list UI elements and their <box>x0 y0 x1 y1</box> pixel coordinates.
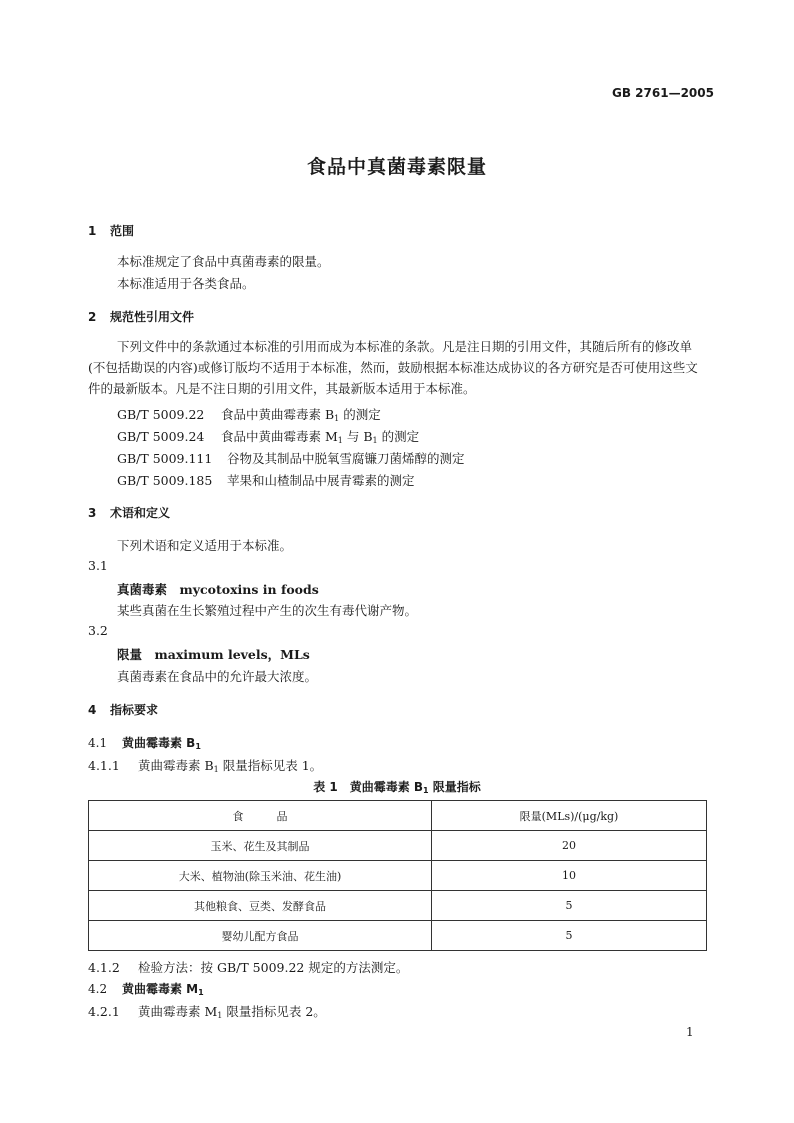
reference-code: GB/T 5009.111 <box>117 451 213 466</box>
table-header-food: 食 品 <box>89 801 432 831</box>
clause-text: 黄曲霉毒素 $M_1$ 限量指标见表 2。 <box>138 1004 326 1020</box>
clause-number: 4.1.1 <box>88 758 120 773</box>
page-number: 1 <box>686 1025 694 1039</box>
term-en: mycotoxins in foods <box>179 582 319 597</box>
section-title: 指标要求 <box>110 703 159 717</box>
section-3-heading <box>88 504 170 521</box>
subsection-number: 4.2 <box>88 982 108 996</box>
reference-code: GB/T 5009.22 <box>117 407 205 422</box>
reference-item <box>117 449 465 467</box>
clause-number: 4.2.1 <box>88 1004 120 1019</box>
subsection-4-2-heading: 4.2 黄曲霉毒素 $M_1$ <box>88 982 204 997</box>
clause-text: 检验方法：按 GB/T 5009.22 规定的方法测定。 <box>138 960 409 975</box>
standard-number: GB 2761—2005 <box>612 86 714 100</box>
reference-title: 食品中黄曲霉毒素 $B_1$ 的测定 <box>221 407 381 423</box>
table-cell-food: 其他粮食、豆类、发酵食品 <box>89 891 432 921</box>
table-cell-limit: 10 <box>432 861 707 891</box>
table-1-caption: 表 1 黄曲霉毒素 $B_1$ 限量指标 <box>313 780 481 795</box>
subsection-title: 黄曲霉毒素 B <box>122 736 196 750</box>
reference-item <box>117 427 419 445</box>
reference-title: 谷物及其制品中脱氧雪腐镰刀菌烯醇的测定 <box>227 451 465 466</box>
reference-code: GB/T 5009.185 <box>117 473 213 488</box>
table-header-limit: 限量(MLs)/(μg/kg) <box>432 801 707 831</box>
clause-4-1-2 <box>88 958 408 976</box>
term-number: 3.2 <box>88 623 108 638</box>
clause-4-1-1 <box>88 756 322 774</box>
clause-text: 黄曲霉毒素 $B_1$ 限量指标见表 1。 <box>138 758 323 774</box>
term-zh: 真菌毒素 <box>117 582 168 597</box>
section-2-heading <box>88 308 194 325</box>
section-number: 1 <box>88 224 97 238</box>
table-header-row <box>89 801 707 831</box>
section-title: 规范性引用文件 <box>110 310 195 324</box>
scope-paragraph-2: 本标准适用于各类食品。 <box>117 276 255 291</box>
table-row <box>89 861 707 891</box>
section-title: 术语和定义 <box>110 506 171 520</box>
terms-intro: 下列术语和定义适用于本标准。 <box>117 538 293 553</box>
table-cell-limit: 5 <box>432 921 707 951</box>
reference-title: 食品中黄曲霉毒素 $M_1$ 与 $B_1$ 的测定 <box>221 429 420 445</box>
references-paragraph: 下列文件中的条款通过本标准的引用而成为本标准的条款。凡是注日期的引用文件，其随后所有的修改单(不包括勘误的内容)或修订版均不适用于本标准，然而，鼓励根据本标准达成协议的各方研究是否可使用这些文件的最新版本。凡是不注日期的引用文件，其最新版本适用于本标准。 <box>88 339 698 396</box>
subsection-4-1-heading: 4.1 黄曲霉毒素 $B_1$ <box>88 736 201 751</box>
term-zh: 限量 <box>117 647 143 662</box>
table-cell-food: 大米、植物油(除玉米油、花生油) <box>89 861 432 891</box>
term-definition: 某些真菌在生长繁殖过程中产生的次生有毒代谢产物。 <box>117 603 418 618</box>
table-row <box>89 921 707 951</box>
term-definition: 真菌毒素在食品中的允许最大浓度。 <box>117 669 318 684</box>
subsection-number: 4.1 <box>88 736 108 750</box>
term-number: 3.1 <box>88 558 108 573</box>
term-en: maximum levels，MLs <box>154 647 310 662</box>
page-title: 食品中真菌毒素限量 <box>306 156 487 178</box>
table-cell-food: 玉米、花生及其制品 <box>89 831 432 861</box>
section-number: 3 <box>88 506 97 520</box>
table-cell-limit: 20 <box>432 831 707 861</box>
scope-paragraph-1: 本标准规定了食品中真菌毒素的限量。 <box>117 254 330 269</box>
term-heading <box>117 645 310 663</box>
table-1 <box>88 800 707 951</box>
reference-item <box>117 471 415 489</box>
reference-item <box>117 405 381 423</box>
section-1-heading <box>88 222 134 239</box>
section-4-heading <box>88 701 158 718</box>
section-number: 4 <box>88 703 97 717</box>
section-title: 范围 <box>110 224 135 238</box>
reference-code: GB/T 5009.24 <box>117 429 205 444</box>
subsection-title: 黄曲霉毒素 M <box>122 982 199 996</box>
clause-number: 4.1.2 <box>88 960 120 975</box>
section-number: 2 <box>88 310 97 324</box>
clause-4-2-1 <box>88 1002 326 1020</box>
table-cell-food: 婴幼儿配方食品 <box>89 921 432 951</box>
reference-title: 苹果和山楂制品中展青霉素的测定 <box>227 473 415 488</box>
table-row <box>89 831 707 861</box>
term-heading <box>117 580 319 598</box>
table-cell-limit: 5 <box>432 891 707 921</box>
table-row <box>89 891 707 921</box>
